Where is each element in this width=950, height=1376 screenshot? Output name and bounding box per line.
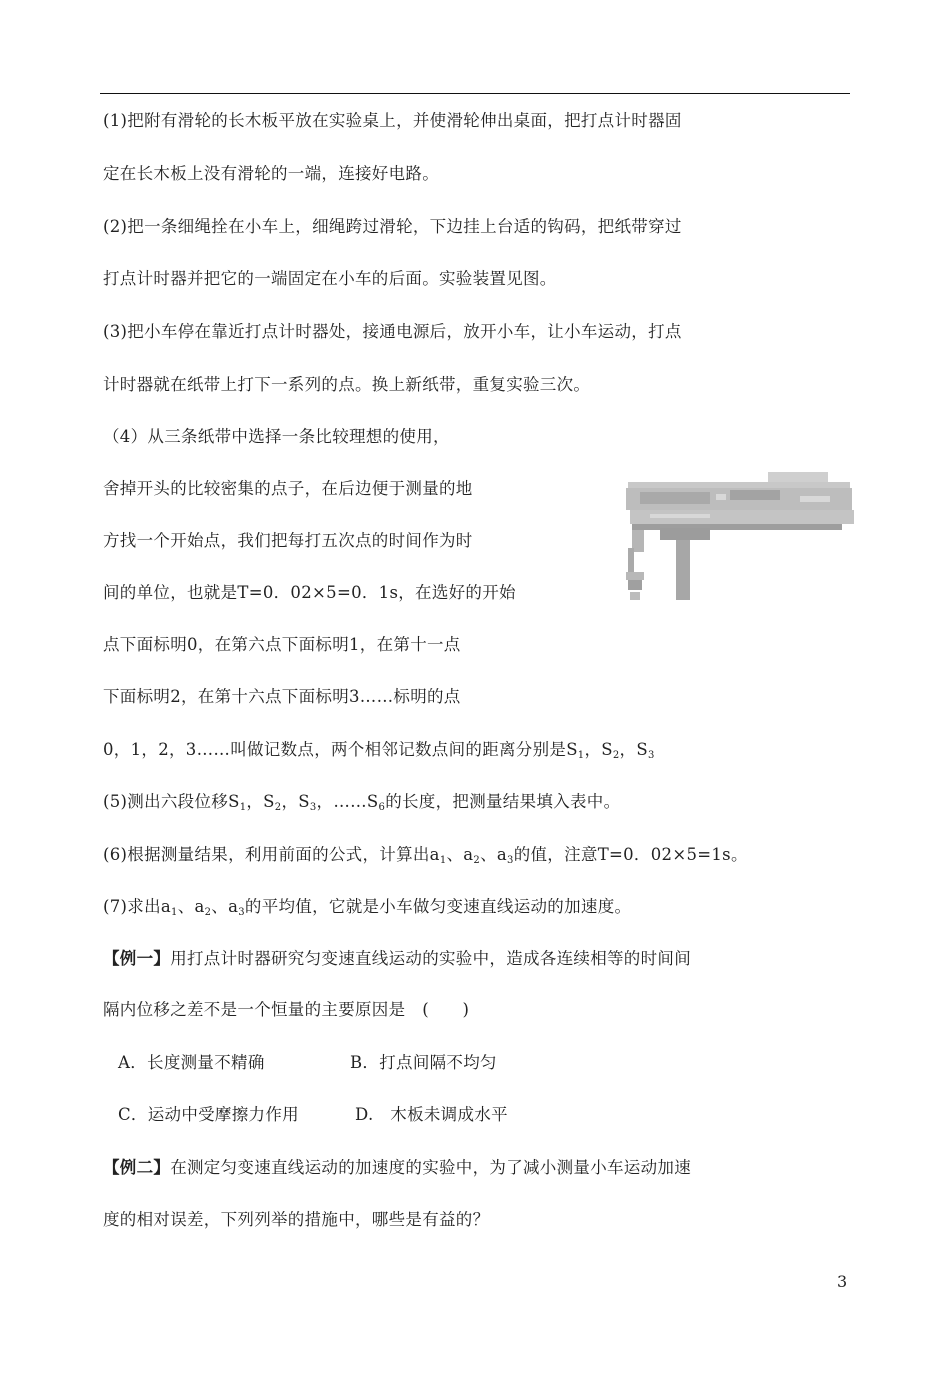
experiment-apparatus-icon <box>620 468 856 604</box>
header-rule <box>100 93 850 94</box>
step-4-line-1: （4）从三条纸带中选择一条比较理想的使用， <box>103 427 450 446</box>
example-2-tag: 【例二】 <box>103 1158 171 1177</box>
page-number: 3 <box>837 1272 848 1291</box>
step-4-line-5: 点下面标明0，在第六点下面标明1，在第十一点 <box>103 635 461 654</box>
step-4-line-6: 下面标明2，在第十六点下面标明3……标明的点 <box>103 687 461 706</box>
step-3-line-1: (3)把小车停在靠近打点计时器处，接通电源后，放开小车，让小车运动，打点 <box>103 322 682 341</box>
step-4-line-3: 方找一个开始点，我们把每打五次点的时间作为时 <box>103 531 473 550</box>
step-4-line-2: 舍掉开头的比较密集的点子，在后边便于测量的地 <box>103 479 473 498</box>
example-1-question-line-1: 【例一】用打点计时器研究匀变速直线运动的实验中，造成各连续相等的时间间 <box>103 949 692 968</box>
step-2-line-2: 打点计时器并把它的一端固定在小车的后面。实验装置见图。 <box>103 269 557 288</box>
example-1-tag: 【例一】 <box>103 949 171 968</box>
option-d: D. 木板未调成水平 <box>355 1105 508 1124</box>
example-2-question-line-1: 【例二】在测定匀变速直线运动的加速度的实验中，为了减小测量小车运动加速 <box>103 1158 692 1177</box>
example-2-question-line-2: 度的相对误差，下列列举的措施中，哪些是有益的？ <box>103 1210 490 1229</box>
option-b: B．打点间隔不均匀 <box>350 1053 497 1072</box>
option-c: C．运动中受摩擦力作用 <box>118 1105 299 1124</box>
step-3-line-2: 计时器就在纸带上打下一系列的点。换上新纸带，重复实验三次。 <box>103 375 591 394</box>
step-1-line-2: 定在长木板上没有滑轮的一端，连接好电路。 <box>103 164 439 183</box>
step-1-line-1: (1)把附有滑轮的长木板平放在实验桌上，并使滑轮伸出桌面，把打点计时器固 <box>103 111 682 130</box>
option-a: A．长度测量不精确 <box>118 1053 265 1072</box>
example-1-question-line-2: 隔内位移之差不是一个恒量的主要原因是 ( ) <box>103 1000 470 1019</box>
step-5-line: (5)测出六段位移$S_1$，$S_2$，$S_3$，$\dots\dots S_6$的长度，把测量结果填入表中。 <box>103 792 621 813</box>
step-4-line-4: 间的单位，也就是T=0．02×5=0．1s，在选好的开始 <box>103 583 516 602</box>
step-7-line: (7)求出$a_1$、$a_2$、$a_3$的平均值，它就是小车做匀变速直线运动的加速度。 <box>103 897 632 918</box>
step-6-line: (6)根据测量结果，利用前面的公式，计算出$a_1$、$a_2$、$a_3$的值，注意T=0．02×5=1s。 <box>103 845 748 866</box>
step-4-line-7: 0，1，2，3……叫做记数点，两个相邻记数点间的距离分别是$S_1$，$S_2$，$S_3$ <box>103 740 655 761</box>
step-2-line-1: (2)把一条细绳拴在小车上，细绳跨过滑轮，下边挂上台适的钩码，把纸带穿过 <box>103 217 682 236</box>
